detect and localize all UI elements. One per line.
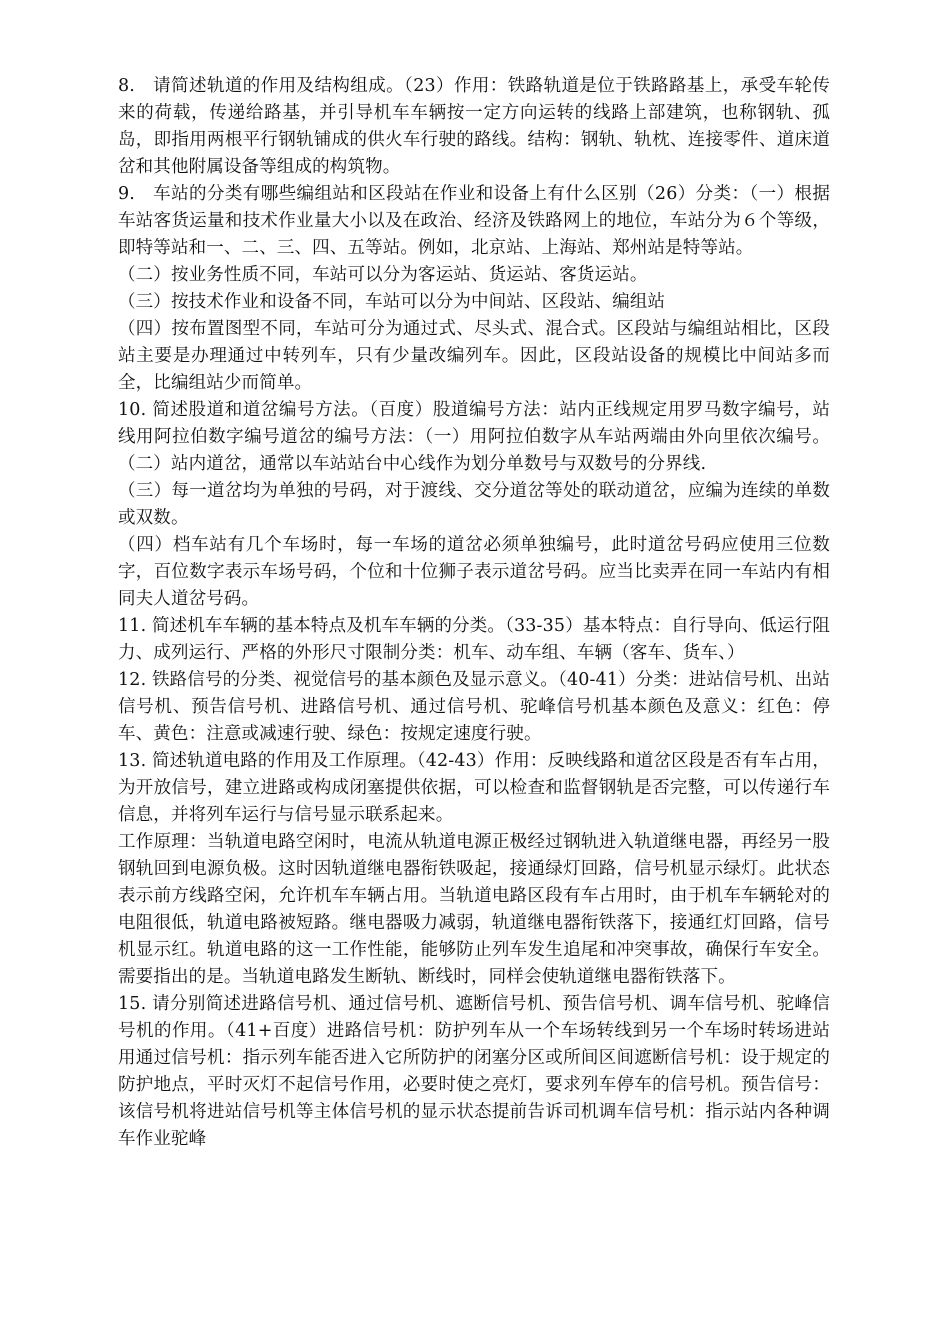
document-body — [118, 73, 830, 1153]
paragraph-q9-by-technique: （三）按技术作业和设备不同，车站可以分为中间站、区段站、编组站 — [118, 292, 666, 312]
paragraph-q8-track: 8. 请简述轨道的作用及结构组成。（23）作用：铁路轨道是位于铁路路基上，承受车轮传来的荷载，传递给路基，并引导机车车辆按一定方向运转的线路上部建筑，也称钢轨、孤岛，即指用两根平行钢轨铺成的供火车行驶的路线。结构：钢轨、轨枕、连接零件、道床道岔和其他附属设备等组成的构筑物。 — [118, 76, 830, 177]
paragraph-q9-by-layout: （四）按布置图型不同，车站可分为通过式、尽头式、混合式。区段站与编组站相比，区段站主要是办理通过中转列车，只有少量改编列车。因此，区段站设备的规模比中间站多而全，比编组站少而简单。 — [118, 319, 830, 393]
paragraph-q10-single-numbers: （三）每一道岔均为单独的号码，对于渡线、交分道岔等处的联动道岔，应编为连续的单数或双数。 — [118, 481, 830, 528]
paragraph-q12-signals: 12. 铁路信号的分类、视觉信号的基本颜色及显示意义。（40-41）分类：进站信号机、出站信号机、预告信号机、进路信号机、通过信号机、驼峰信号机基本颜色及意义：红色：停车、黄色：注意或减速行驶、绿色：按规定速度行驶。 — [118, 670, 830, 744]
paragraph-q13-working-principle: 工作原理：当轨道电路空闲时，电流从轨道电源正极经过钢轨进入轨道继电器，再经另一股钢轨回到电源负极。这时因轨道继电器衔铁吸起，接通绿灯回路，信号机显示绿灯。此状态表示前方线路空闲，允许机车车辆占用。当轨道电路区段有车占用时，由于机车车辆轮对的电阻很低，轨道电路被短路。继电器吸力减弱，轨道继电器衔铁落下，接通红灯回路，信号机显示红。轨道电路的这一工作性能，能够防止列车发生追尾和冲突事故，确保行车安全。需要指出的是。当轨道电路发生断轨、断线时，同样会使轨道继电器衔铁落下。 — [118, 832, 830, 987]
paragraph-q10-numbering: 10. 简述股道和道岔编号方法。（百度）股道编号方法：站内正线规定用罗马数字编号，站线用阿拉伯数字编号道岔的编号方法：（一）用阿拉伯数字从车站两端由外向里依次编号。（二）站内道岔，通常以车站站台中心线作为划分单数号与双数号的分界线. — [118, 400, 830, 474]
paragraph-q13-track-circuit: 13. 简述轨道电路的作用及工作原理。（42-43）作用：反映线路和道岔区段是否有车占用，为开放信号，建立进路或构成闭塞提供依据，可以检查和监督钢轨是否完整，可以传递行车信息，并将列车运行与信号显示联系起来。 — [118, 751, 830, 825]
paragraph-q9-by-business: （二）按业务性质不同，车站可以分为客运站、货运站、客货运站。 — [118, 265, 648, 285]
paragraph-q15-signal-types: 15. 请分别简述进路信号机、通过信号机、遮断信号机、预告信号机、调车信号机、驼峰信号机的作用。（41+百度）进路信号机：防护列车从一个车场转线到另一个车场时转场进站用通过信号机：指示列车能否进入它所防护的闭塞分区或所间区间遮断信号机：设于规定的防护地点，平时灭灯不起信号作用，必要时使之亮灯，要求列车停车的信号机。预告信号：该信号机将进站信号机等主体信号机的显示状态提前告诉司机调车信号机：指示站内各种调车作业驼峰 — [118, 994, 830, 1149]
paragraph-q9-station-classification: 9. 车站的分类有哪些编组站和区段站在作业和设备上有什么区别（26）分类：（一）根据车站客货运量和技术作业量大小以及在政治、经济及铁路网上的地位，车站分为６个等级，即特等站和一、二、三、四、五等站。例如，北京站、上海站、郑州站是特等站。 — [118, 184, 830, 258]
paragraph-q11-rolling-stock: 11. 简述机车车辆的基本特点及机车车辆的分类。（33-35）基本特点：自行导向、低运行阻力、成列运行、严格的外形尺寸限制分类：机车、动车组、车辆（客车、货车、） — [118, 616, 830, 663]
paragraph-q10-yard-numbers: （四）档车站有几个车场时，每一车场的道岔必须单独编号，此时道岔号码应使用三位数字，百位数字表示车场号码，个位和十位狮子表示道岔号码。应当比卖弄在同一车站内有相同夫人道岔号码。 — [118, 535, 830, 609]
